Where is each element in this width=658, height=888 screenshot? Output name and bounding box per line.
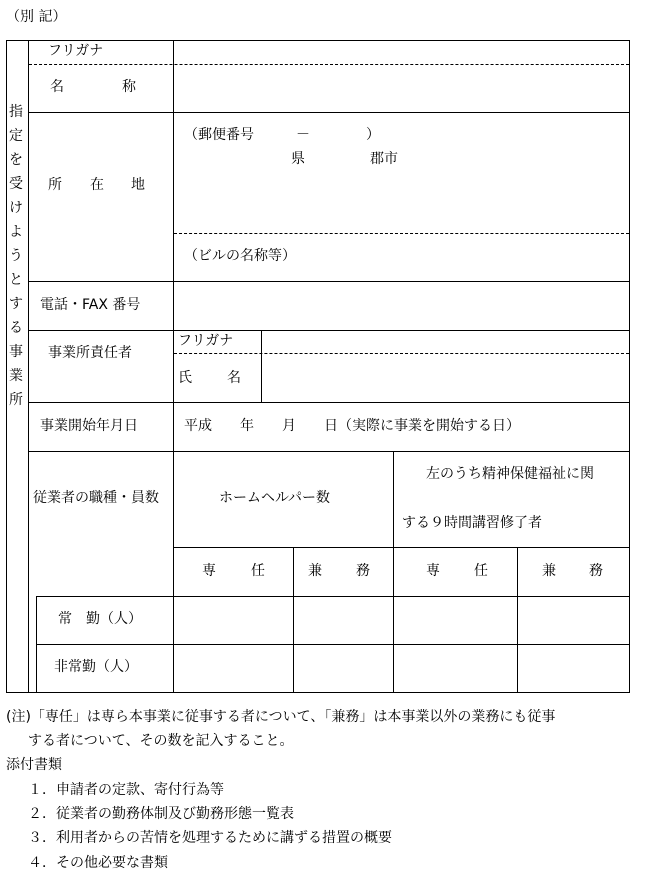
staff-label: 従業者の職種・員数 bbox=[33, 490, 159, 506]
start-date-value: 平成 年 月 日（実際に事業を開始する日） bbox=[184, 418, 520, 434]
attachments-title: 添付書類 bbox=[6, 757, 62, 773]
attachment-item-2: ２．従業者の勤務体制及び勤務形態一覧表 bbox=[28, 806, 294, 822]
name-label-2: 称 bbox=[122, 79, 136, 95]
furigana-label: フリガナ bbox=[48, 43, 104, 59]
postal-code-label: （郵便番号 － ） bbox=[184, 127, 380, 143]
concurrent-header-1b: 務 bbox=[356, 563, 370, 579]
part-time-staff-label: 非常勤（人） bbox=[54, 659, 138, 675]
dedicated-header-1b: 任 bbox=[251, 563, 265, 579]
address-label-1: 所 bbox=[48, 177, 62, 193]
concurrent-header-1a: 兼 bbox=[308, 563, 322, 579]
note-line-2: する者について、その数を記入すること。 bbox=[28, 733, 294, 749]
home-helper-label: ホームヘルパー数 bbox=[219, 490, 331, 506]
dedicated-header-2b: 任 bbox=[474, 563, 488, 579]
building-name-label: （ビルの名称等） bbox=[184, 248, 296, 264]
manager-name-label-1: 氏 bbox=[178, 370, 192, 386]
regular-staff-label: 常 勤（人） bbox=[58, 611, 142, 627]
city-label: 郡市 bbox=[370, 151, 398, 167]
name-label-1: 名 bbox=[50, 79, 64, 95]
address-label-3: 地 bbox=[131, 177, 145, 193]
manager-name-label-2: 名 bbox=[227, 370, 241, 386]
manager-label: 事業所責任者 bbox=[48, 345, 132, 361]
concurrent-header-2b: 務 bbox=[589, 563, 603, 579]
prefecture-label: 県 bbox=[291, 151, 305, 167]
address-label-2: 在 bbox=[90, 177, 104, 193]
section-title-vertical: 指 定 を 受 け よ う と す る 事 業 所 bbox=[9, 104, 23, 408]
note-line-1: (注)「専任」は専ら本事業に従事する者について、「兼務」は本事業以外の業務にも従事 bbox=[6, 709, 556, 725]
training-label-line2: する９時間講習修了者 bbox=[402, 515, 542, 531]
attachment-item-3: ３．利用者からの苦情を処理するために講ずる措置の概要 bbox=[28, 830, 392, 846]
attachment-item-1: １．申請者の定款、寄付行為等 bbox=[28, 782, 224, 798]
manager-furigana-label: フリガナ bbox=[178, 333, 234, 349]
attachment-item-4: ４．その他必要な書類 bbox=[28, 855, 168, 871]
start-date-label: 事業開始年月日 bbox=[40, 418, 138, 434]
dedicated-header-2a: 専 bbox=[426, 563, 440, 579]
concurrent-header-2a: 兼 bbox=[542, 563, 556, 579]
phone-fax-label: 電話・FAX 番号 bbox=[40, 297, 141, 313]
training-label-line1: 左のうち精神保健福祉に関 bbox=[426, 466, 594, 482]
document-heading: （別 記） bbox=[6, 9, 67, 25]
dedicated-header-1a: 専 bbox=[202, 563, 216, 579]
